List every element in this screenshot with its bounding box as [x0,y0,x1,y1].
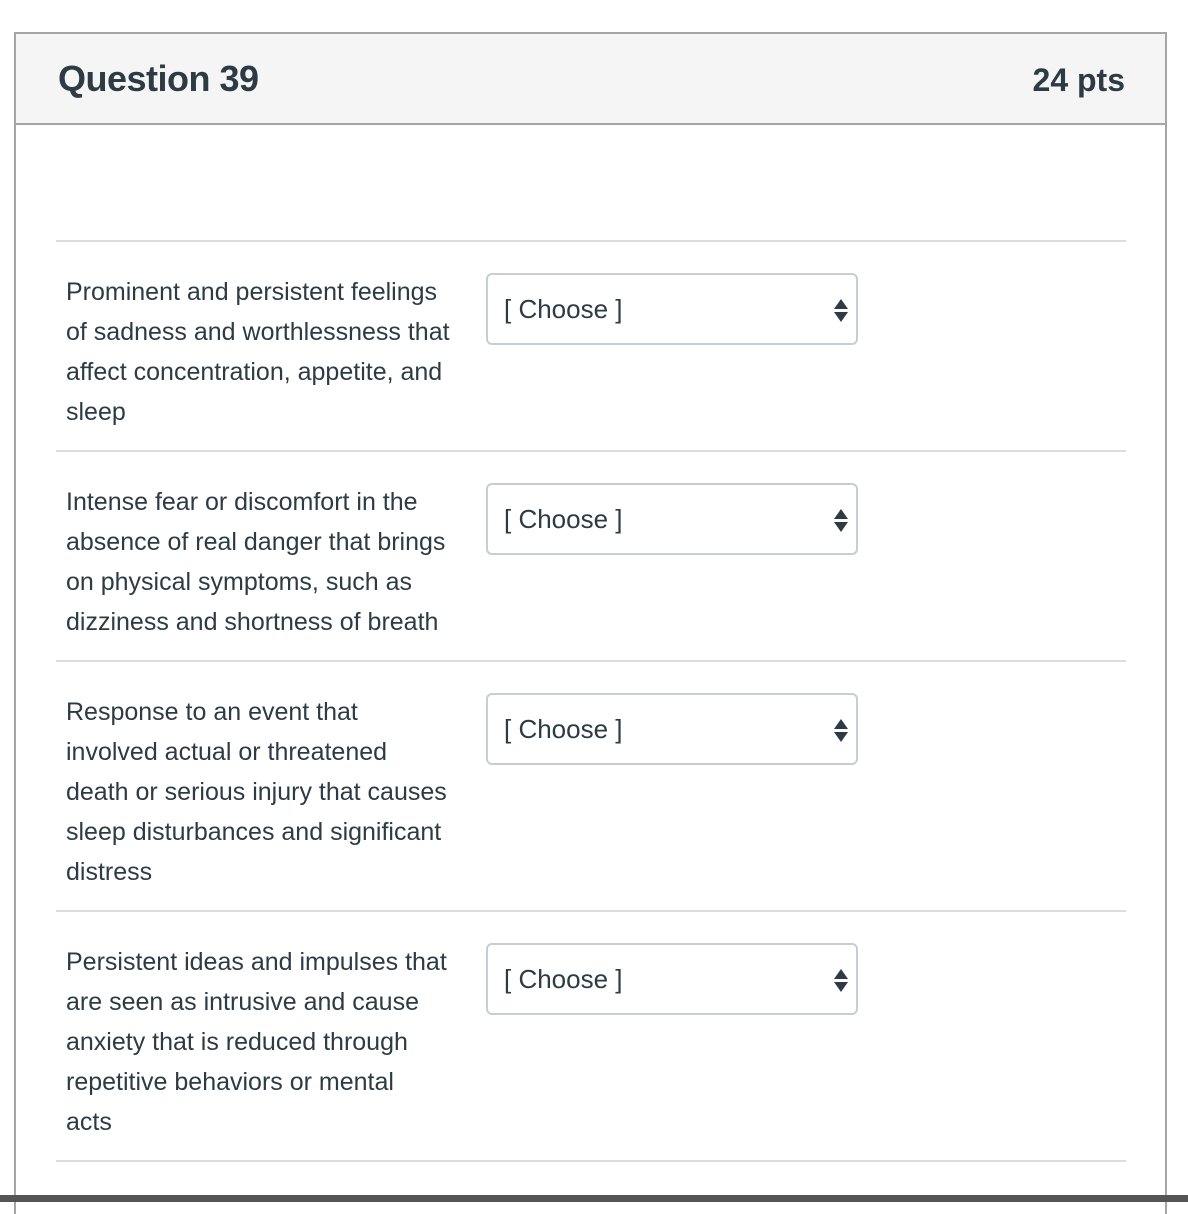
matching-prompt [56,692,486,892]
prompt-line: Response to an event that [66,698,358,726]
prompt-line: anxiety that is reduced through [66,1028,408,1056]
question-header [16,34,1165,125]
matching-row [56,912,1126,1162]
matching-prompt [56,272,486,432]
matching-prompt [56,482,486,642]
prompt-line: Persistent ideas and impulses that [66,948,447,976]
answer-select[interactable] [486,483,858,555]
select-arrows-icon [834,969,848,995]
prompt-line: acts [66,1108,112,1136]
question-title: Question 39 [58,58,259,99]
matching-prompt [56,942,486,1142]
prompt-line: death or serious injury that causes [66,778,447,806]
question-points: 24 pts [1032,62,1125,98]
select-value: [ Choose ] [504,504,623,534]
matching-list [56,240,1126,1162]
prompt-line: distress [66,858,153,886]
select-arrows-icon [834,509,848,535]
answer-select[interactable] [486,693,858,765]
prompt-line: repetitive behaviors or mental [66,1068,394,1096]
matching-row [56,662,1126,912]
bottom-bar [0,1195,1188,1202]
prompt-line: absence of real danger that brings [66,528,446,556]
matching-row [56,452,1126,662]
prompt-line: involved actual or threatened [66,738,388,766]
prompt-line: on physical symptoms, such as [66,568,412,596]
prompt-line: sleep disturbances and significant [66,818,442,846]
select-arrows-icon [834,719,848,745]
select-value: [ Choose ] [504,714,623,744]
select-arrows-icon [834,299,848,325]
answer-select[interactable] [486,943,858,1015]
prompt-line: of sadness and worthlessness that [66,318,450,346]
prompt-line: affect concentration, appetite, and [66,358,443,386]
select-value: [ Choose ] [504,294,623,324]
answer-select[interactable] [486,273,858,345]
prompt-line: dizziness and shortness of breath [66,608,439,636]
select-value: [ Choose ] [504,964,623,994]
matching-row [56,242,1126,452]
prompt-line: sleep [66,398,126,426]
question-card [14,32,1167,1214]
prompt-line: Intense fear or discomfort in the [66,488,418,516]
prompt-line: are seen as intrusive and cause [66,988,419,1016]
prompt-line: Prominent and persistent feelings [66,278,438,306]
